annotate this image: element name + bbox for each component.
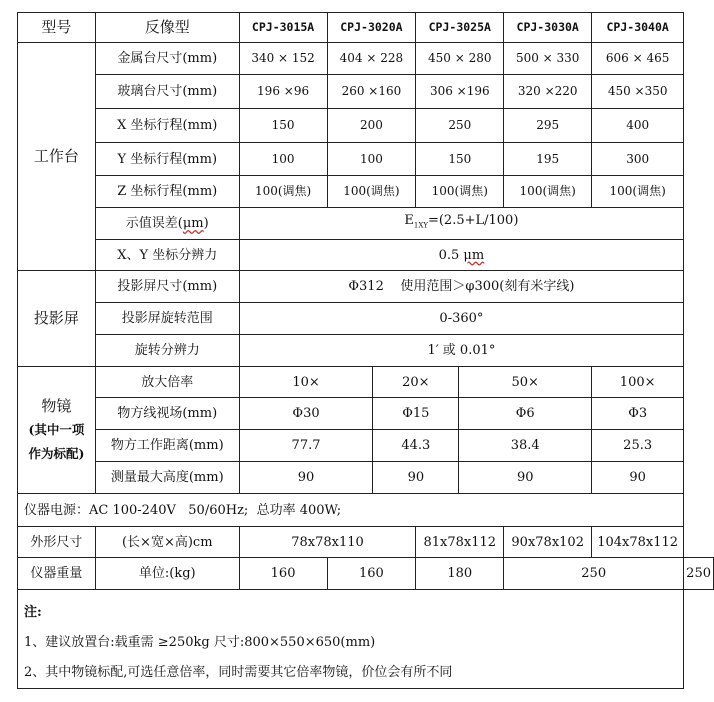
table-cell: Φ30 <box>239 398 373 430</box>
table-cell: 450 × 280 <box>416 43 504 75</box>
table-cell: 104x78x112 <box>592 527 684 558</box>
workbench-group-label: 工作台 <box>18 43 96 271</box>
error-formula-rest: =(2.5+L/100) <box>427 213 519 229</box>
table-cell: 100 <box>327 143 416 176</box>
error-label-end: ) <box>203 216 209 231</box>
table-cell: 340 × 152 <box>239 43 327 75</box>
table-cell: 196 ×96 <box>239 75 327 109</box>
notes-title: 注: <box>24 605 42 620</box>
spec-table <box>17 12 714 689</box>
table-cell: 100(调焦) <box>239 176 327 208</box>
power-info: 仪器电源：AC 100-240V 50/60Hz; 总功率 400W; <box>18 494 684 527</box>
table-row <box>18 398 714 430</box>
table-cell: 200 <box>327 109 416 143</box>
table-row <box>18 527 714 558</box>
table-cell: 25.3 <box>592 430 684 462</box>
table-row <box>18 271 714 303</box>
table-row <box>18 590 714 689</box>
table-cell: 0-360° <box>239 303 684 335</box>
model-cell: CPJ-3015A <box>239 13 327 43</box>
table-cell: 20× <box>373 367 459 398</box>
table-cell: 100 <box>239 143 327 176</box>
table-row <box>18 558 714 590</box>
table-row <box>18 208 714 240</box>
row-label: 投影屏旋转范围 <box>95 303 239 335</box>
row-label: Y 坐标行程(mm) <box>95 143 239 176</box>
table-cell: 404 × 228 <box>327 43 416 75</box>
table-cell: 1′ 或 0.01° <box>239 335 684 367</box>
row-label: 投影屏尺寸(mm) <box>95 271 239 303</box>
table-cell: 306 ×196 <box>416 75 504 109</box>
row-label: 放大倍率 <box>95 367 239 398</box>
table-cell: 250 <box>684 558 714 590</box>
table-row <box>18 109 714 143</box>
resolution-value <box>239 240 684 271</box>
model-cell: CPJ-3025A <box>416 13 504 43</box>
table-row <box>18 462 714 494</box>
row-label: X、Y 坐标分辨力 <box>95 240 239 271</box>
error-label-main: 示值误差( <box>125 216 183 231</box>
table-cell: 78x78x110 <box>239 527 416 558</box>
table-row <box>18 367 714 398</box>
table-cell: 100× <box>592 367 684 398</box>
error-formula <box>239 208 684 240</box>
error-formula-sub: 1XY <box>413 221 428 230</box>
table-cell: 250 <box>416 109 504 143</box>
table-row <box>18 13 714 43</box>
table-cell: 81x78x112 <box>416 527 504 558</box>
objective-group-label <box>18 367 96 494</box>
table-cell: 90 <box>373 462 459 494</box>
spec-sheet <box>17 12 714 689</box>
model-cell: CPJ-3030A <box>504 13 592 43</box>
table-cell: 320 ×220 <box>504 75 592 109</box>
error-formula-e: E <box>404 213 414 229</box>
table-cell: 260 ×160 <box>327 75 416 109</box>
table-cell: 500 × 330 <box>504 43 592 75</box>
row-label: Z 坐标行程(mm) <box>95 176 239 208</box>
dimensions-label: 外形尺寸 <box>18 527 96 558</box>
table-cell: 10× <box>239 367 373 398</box>
model-label: 型号 <box>18 13 96 43</box>
table-cell: 100(调焦) <box>504 176 592 208</box>
table-cell: Φ312 使用范围＞φ300(刻有米字线) <box>239 271 684 303</box>
type-label: 反像型 <box>95 13 239 43</box>
table-row <box>18 303 714 335</box>
table-row <box>18 335 714 367</box>
table-cell: 100(调焦) <box>416 176 504 208</box>
error-label-unit: μm <box>182 216 204 231</box>
objective-group-note: (其中一项 <box>28 422 85 437</box>
table-cell: 77.7 <box>239 430 373 462</box>
table-cell: 150 <box>239 109 327 143</box>
table-cell: 100(调焦) <box>327 176 416 208</box>
row-label: 旋转分辨力 <box>95 335 239 367</box>
weight-label: 仪器重量 <box>18 558 96 590</box>
table-row <box>18 75 714 109</box>
table-row <box>18 143 714 176</box>
table-row <box>18 43 714 75</box>
row-label: X 坐标行程(mm) <box>95 109 239 143</box>
row-label: 物方工作距离(mm) <box>95 430 239 462</box>
table-cell: 180 <box>416 558 504 590</box>
table-cell: 195 <box>504 143 592 176</box>
notes-line: 1、建议放置台:载重需 ≥250kg 尺寸:800×550×650(mm) <box>24 635 376 650</box>
row-label: 玻璃台尺寸(mm) <box>95 75 239 109</box>
table-cell: 90 <box>239 462 373 494</box>
table-row <box>18 176 714 208</box>
table-cell: 90 <box>592 462 684 494</box>
table-row <box>18 494 714 527</box>
table-cell: 160 <box>239 558 327 590</box>
table-cell: 150 <box>416 143 504 176</box>
table-cell: Φ6 <box>459 398 592 430</box>
resolution-unit: μm <box>463 247 485 263</box>
row-label: 测量最大高度(mm) <box>95 462 239 494</box>
table-cell: 400 <box>592 109 684 143</box>
table-cell: 250 <box>504 558 684 590</box>
objective-group-title: 物镜 <box>41 397 72 415</box>
resolution-number: 0.5 <box>438 247 464 263</box>
model-cell: CPJ-3040A <box>592 13 684 43</box>
weight-unit: 单位:(kg) <box>95 558 239 590</box>
table-row <box>18 240 714 271</box>
table-cell: 90x78x102 <box>504 527 592 558</box>
table-cell: 606 × 465 <box>592 43 684 75</box>
dimensions-unit: (长×宽×高)cm <box>95 527 239 558</box>
projection-group-label: 投影屏 <box>18 271 96 367</box>
notes-line: 2、其中物镜标配,可选任意倍率，同时需要其它倍率物镜，价位会有所不同 <box>24 665 453 680</box>
table-cell: 160 <box>327 558 416 590</box>
row-label: 物方线视场(mm) <box>95 398 239 430</box>
table-cell: 100(调焦) <box>592 176 684 208</box>
table-cell: 38.4 <box>459 430 592 462</box>
objective-group-note: 作为标配) <box>28 446 85 461</box>
table-cell: 90 <box>459 462 592 494</box>
table-row <box>18 430 714 462</box>
table-cell: 50× <box>459 367 592 398</box>
model-cell: CPJ-3020A <box>327 13 416 43</box>
row-label: 金属台尺寸(mm) <box>95 43 239 75</box>
table-cell: Φ15 <box>373 398 459 430</box>
row-label <box>95 208 239 240</box>
table-cell: 295 <box>504 109 592 143</box>
table-cell: 450 ×350 <box>592 75 684 109</box>
table-cell: 44.3 <box>373 430 459 462</box>
notes-block <box>18 590 684 689</box>
table-cell: 300 <box>592 143 684 176</box>
table-cell: Φ3 <box>592 398 684 430</box>
